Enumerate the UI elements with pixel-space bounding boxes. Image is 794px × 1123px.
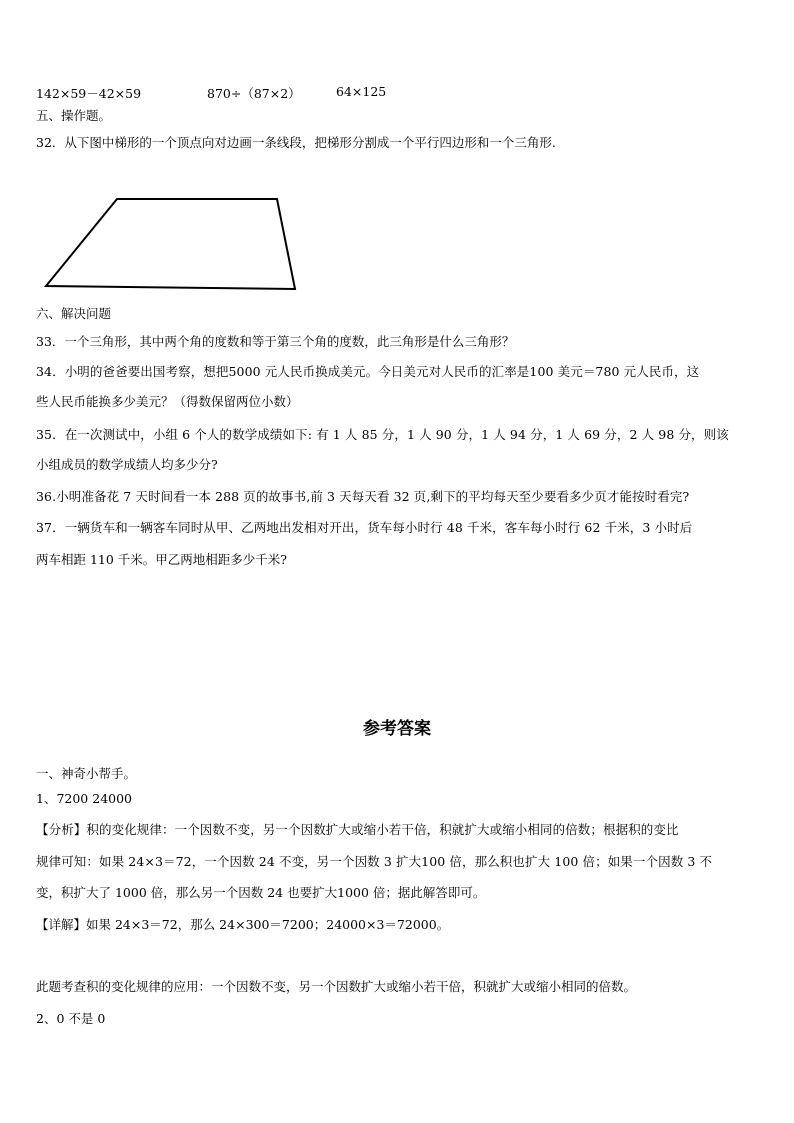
question-34-line-1: 34．小明的爸爸要出国考察，想把5000 元人民币换成美元。今日美元对人民币的汇率是100 美元＝780 元人民币，这 bbox=[36, 364, 700, 379]
section-6-heading: 六、解决问题 bbox=[36, 306, 112, 321]
answer-2: 2、0 不是 0 bbox=[36, 1011, 106, 1026]
analysis-line-2: 规律可知：如果 24×3＝72，一个因数 24 不变，另一个因数 3 扩大100 倍，那么积也扩大 100 倍；如果一个因数 3 不 bbox=[36, 854, 713, 869]
answers-title: 参考答案 bbox=[363, 719, 431, 739]
review-line: 此题考查积的变化规律的应用：一个因数不变，另一个因数扩大或缩小若干倍，积就扩大或缩小相同的倍数。 bbox=[36, 979, 637, 994]
analysis-line-1: 【分析】积的变化规律：一个因数不变，另一个因数扩大或缩小若干倍，积就扩大或缩小相同的倍数；根据积的变比 bbox=[36, 822, 679, 837]
question-35-line-1: 35．在一次测试中，小组 6 个人的数学成绩如下: 有 1 人 85 分，1 人 90 分，1 人 94 分，1 人 69 分，2 人 98 分，则该 bbox=[36, 427, 729, 442]
question-33: 33．一个三角形，其中两个角的度数和等于第三个角的度数，此三角形是什么三角形？ bbox=[36, 334, 515, 349]
analysis-line-3: 变，积扩大了 1000 倍，那么另一个因数 24 也要扩大1000 倍；据此解答即可。 bbox=[36, 885, 486, 900]
question-34-line-2: 些人民币能换多少美元？（得数保留两位小数） bbox=[36, 394, 299, 409]
expression-1: 142×59－42×59 bbox=[36, 86, 142, 101]
expression-2: 870÷（87×2） bbox=[207, 86, 301, 101]
question-35-line-2: 小组成员的数学成绩人均多少分? bbox=[36, 457, 218, 472]
question-37-line-2: 两车相距 110 千米。甲乙两地相距多少千米? bbox=[36, 552, 288, 567]
answer-1: 1、7200 24000 bbox=[36, 791, 133, 806]
section-5-heading: 五、操作题。 bbox=[36, 108, 112, 123]
trapezoid-shape bbox=[46, 199, 295, 289]
detail-line: 【详解】如果 24×3＝72，那么 24×300＝7200；24000×3＝72000。 bbox=[36, 917, 450, 932]
question-37-line-1: 37．一辆货车和一辆客车同时从甲、乙两地出发相对开出，货车每小时行 48 千米，客车每小时行 62 千米，3 小时后 bbox=[36, 520, 693, 535]
question-32: 32．从下图中梯形的一个顶点向对边画一条线段，把梯形分割成一个平行四边形和一个三角形. bbox=[36, 135, 556, 150]
expression-3: 64×125 bbox=[336, 84, 387, 99]
answers-section-1-heading: 一、神奇小帮手。 bbox=[36, 766, 137, 781]
question-36: 36.小明准备花 7 天时间看一本 288 页的故事书,前 3 天每天看 32 页,剩下的平均每天至少要看多少页才能按时看完? bbox=[36, 489, 690, 504]
